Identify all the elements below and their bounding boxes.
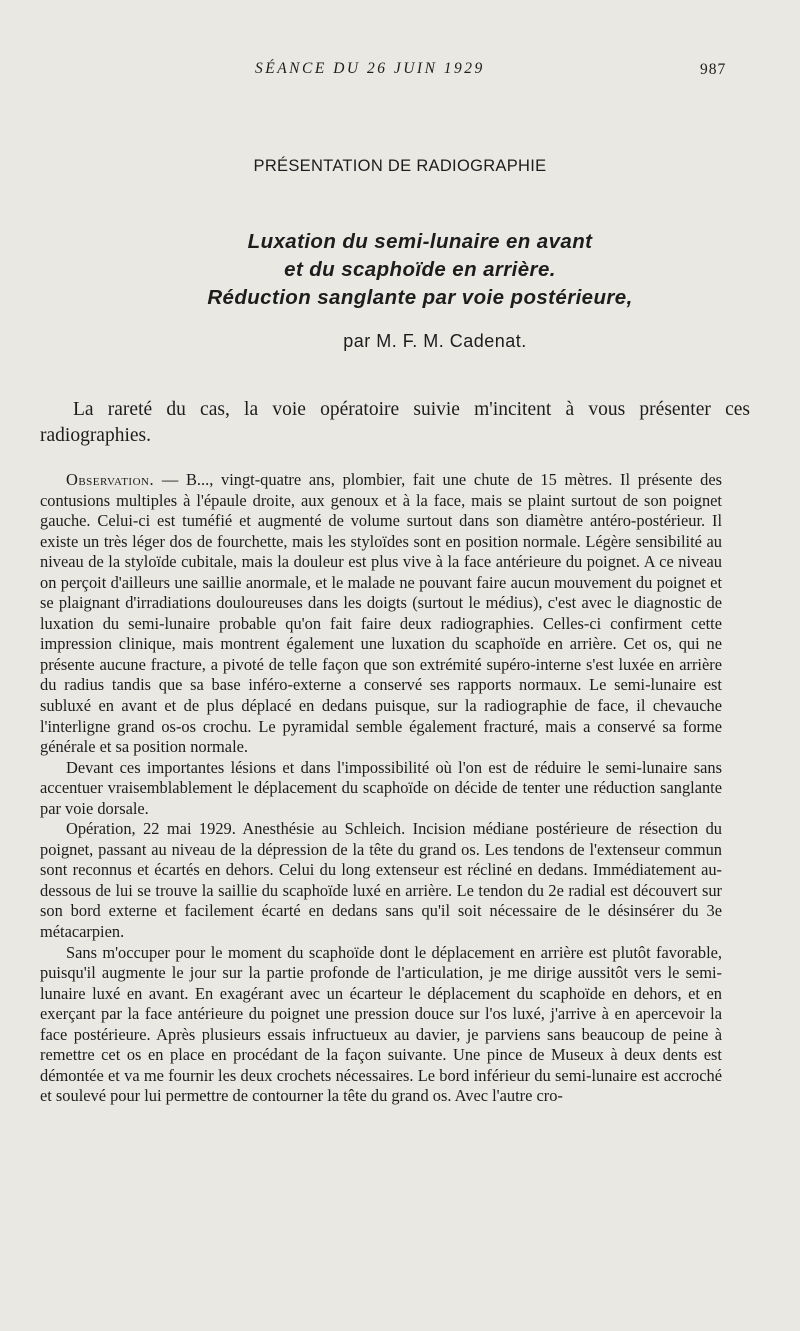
intro-paragraph: La rareté du cas, la voie opératoire suivie m'incitent à vous présenter ces radiographies. — [40, 399, 750, 446]
title-line: Luxation du semi-lunaire en avant — [247, 230, 593, 253]
article-title — [0, 228, 800, 312]
body-text — [40, 470, 722, 1107]
body-paragraph: Opération, 22 mai 1929. Anesthésie au Schleich. Incision médiane postérieure de résection du poignet, passant au niveau de la dépression de la tête du grand os. Les tendons de l'extenseur commun sont reconnus et écartés en dehors. Celui du long extenseur est récliné en dedans. Immédiatement au-dessous de lui se trouve la saillie du scaphoïde luxé en arrière. Le tendon du 2e radial est découvert sur son bord externe et facilement écarté en dedans sans qu'il soit nécessaire de le désinsérer du 3e métacarpien. — [40, 819, 722, 942]
author-byline — [0, 331, 800, 352]
section-title: PRÉSENTATION DE RADIOGRAPHIE — [253, 157, 547, 175]
body-paragraph: Devant ces importantes lésions et dans l'impossibilité où l'on est de réduire le semi-lunaire sans accentuer vraisemblablement le déplacement du scaphoïde on décide de tenter une réduction sanglante par voie dorsale. — [40, 757, 722, 818]
byline-text: par M. F. M. Cadenat. — [343, 331, 527, 351]
body-paragraph: Sans m'occuper pour le moment du scaphoïde dont le déplacement en arrière est plutôt favorable, puisqu'il augmente le jour sur la partie profonde de l'articulation, je me dirige aussitôt vers le semi-lunaire luxé en avant. En exagérant avec un écarteur le déplacement du scaphoïde en dehors, et en exerçant par la face antérieure du poignet une pression douce sur l'os luxé, j'arrive à en apercevoir la face postérieure. Après plusieurs essais infructueux au davier, je parviens sans beaucoup de peine à remettre cet os en place en procédant de la façon suivante. Une pince de Museux à deux dents est démontée et va me fournir les deux crochets nécessaires. Le bord inférieur du semi-lunaire est accroché et soulevé pour lui permettre de contourner la tête du grand os. Avec l'autre cro- — [40, 942, 722, 1106]
observation-paragraph — [40, 470, 722, 758]
observation-text: — B..., vingt-quatre ans, plombier, fait une chute de 15 mètres. Il présente des contusions multiples à l'épaule droite, aux genoux et à la face, mais se plaint surtout de son poignet gauche. Celui-ci est tuméfié et augmenté de volume surtout dans son diamètre antéro-postérieur. Il existe un très léger dos de fourchette, mais les styloïdes sont en position normale. Légère sensibilité au niveau de la styloïde cubitale, mais la douleur est plus vive à la face antérieure du poignet. A ce niveau on perçoit d'ailleurs une saillie anormale, et le malade ne pouvant faire aucun mouvement du poignet et se plaignant d'irradiations douloureuses dans les doigts (surtout le médius), c'est avec le diagnostic de luxation du semi-lunaire probable qu'on fait faire deux radiographies. Celles-ci confirment cette impression clinique, mais montrent également une luxation du scaphoïde en arrière. Cet os, qui ne présente aucune fracture, a pivoté de telle façon que son extrémité supéro-interne s'est luxée en arrière du radius tandis que sa base inféro-externe a conservé ses rapports normaux. Le semi-lunaire est subluxé en avant et de plus déplacé en dedans puisque, sur la radiographie de face, il chevauche l'interligne grand os-os crochu. Le pyramidal semble également fracturé, mais a conservé sa forme générale et sa position normale. — [40, 470, 722, 757]
observation-label: Observation. — [66, 470, 155, 489]
running-head: SÉANCE DU 26 JUIN 1929 — [255, 60, 485, 77]
page-number: 987 — [700, 61, 727, 78]
title-line: et du scaphoïde en arrière. — [284, 258, 556, 281]
title-line: Réduction sanglante par voie postérieure, — [207, 286, 633, 309]
